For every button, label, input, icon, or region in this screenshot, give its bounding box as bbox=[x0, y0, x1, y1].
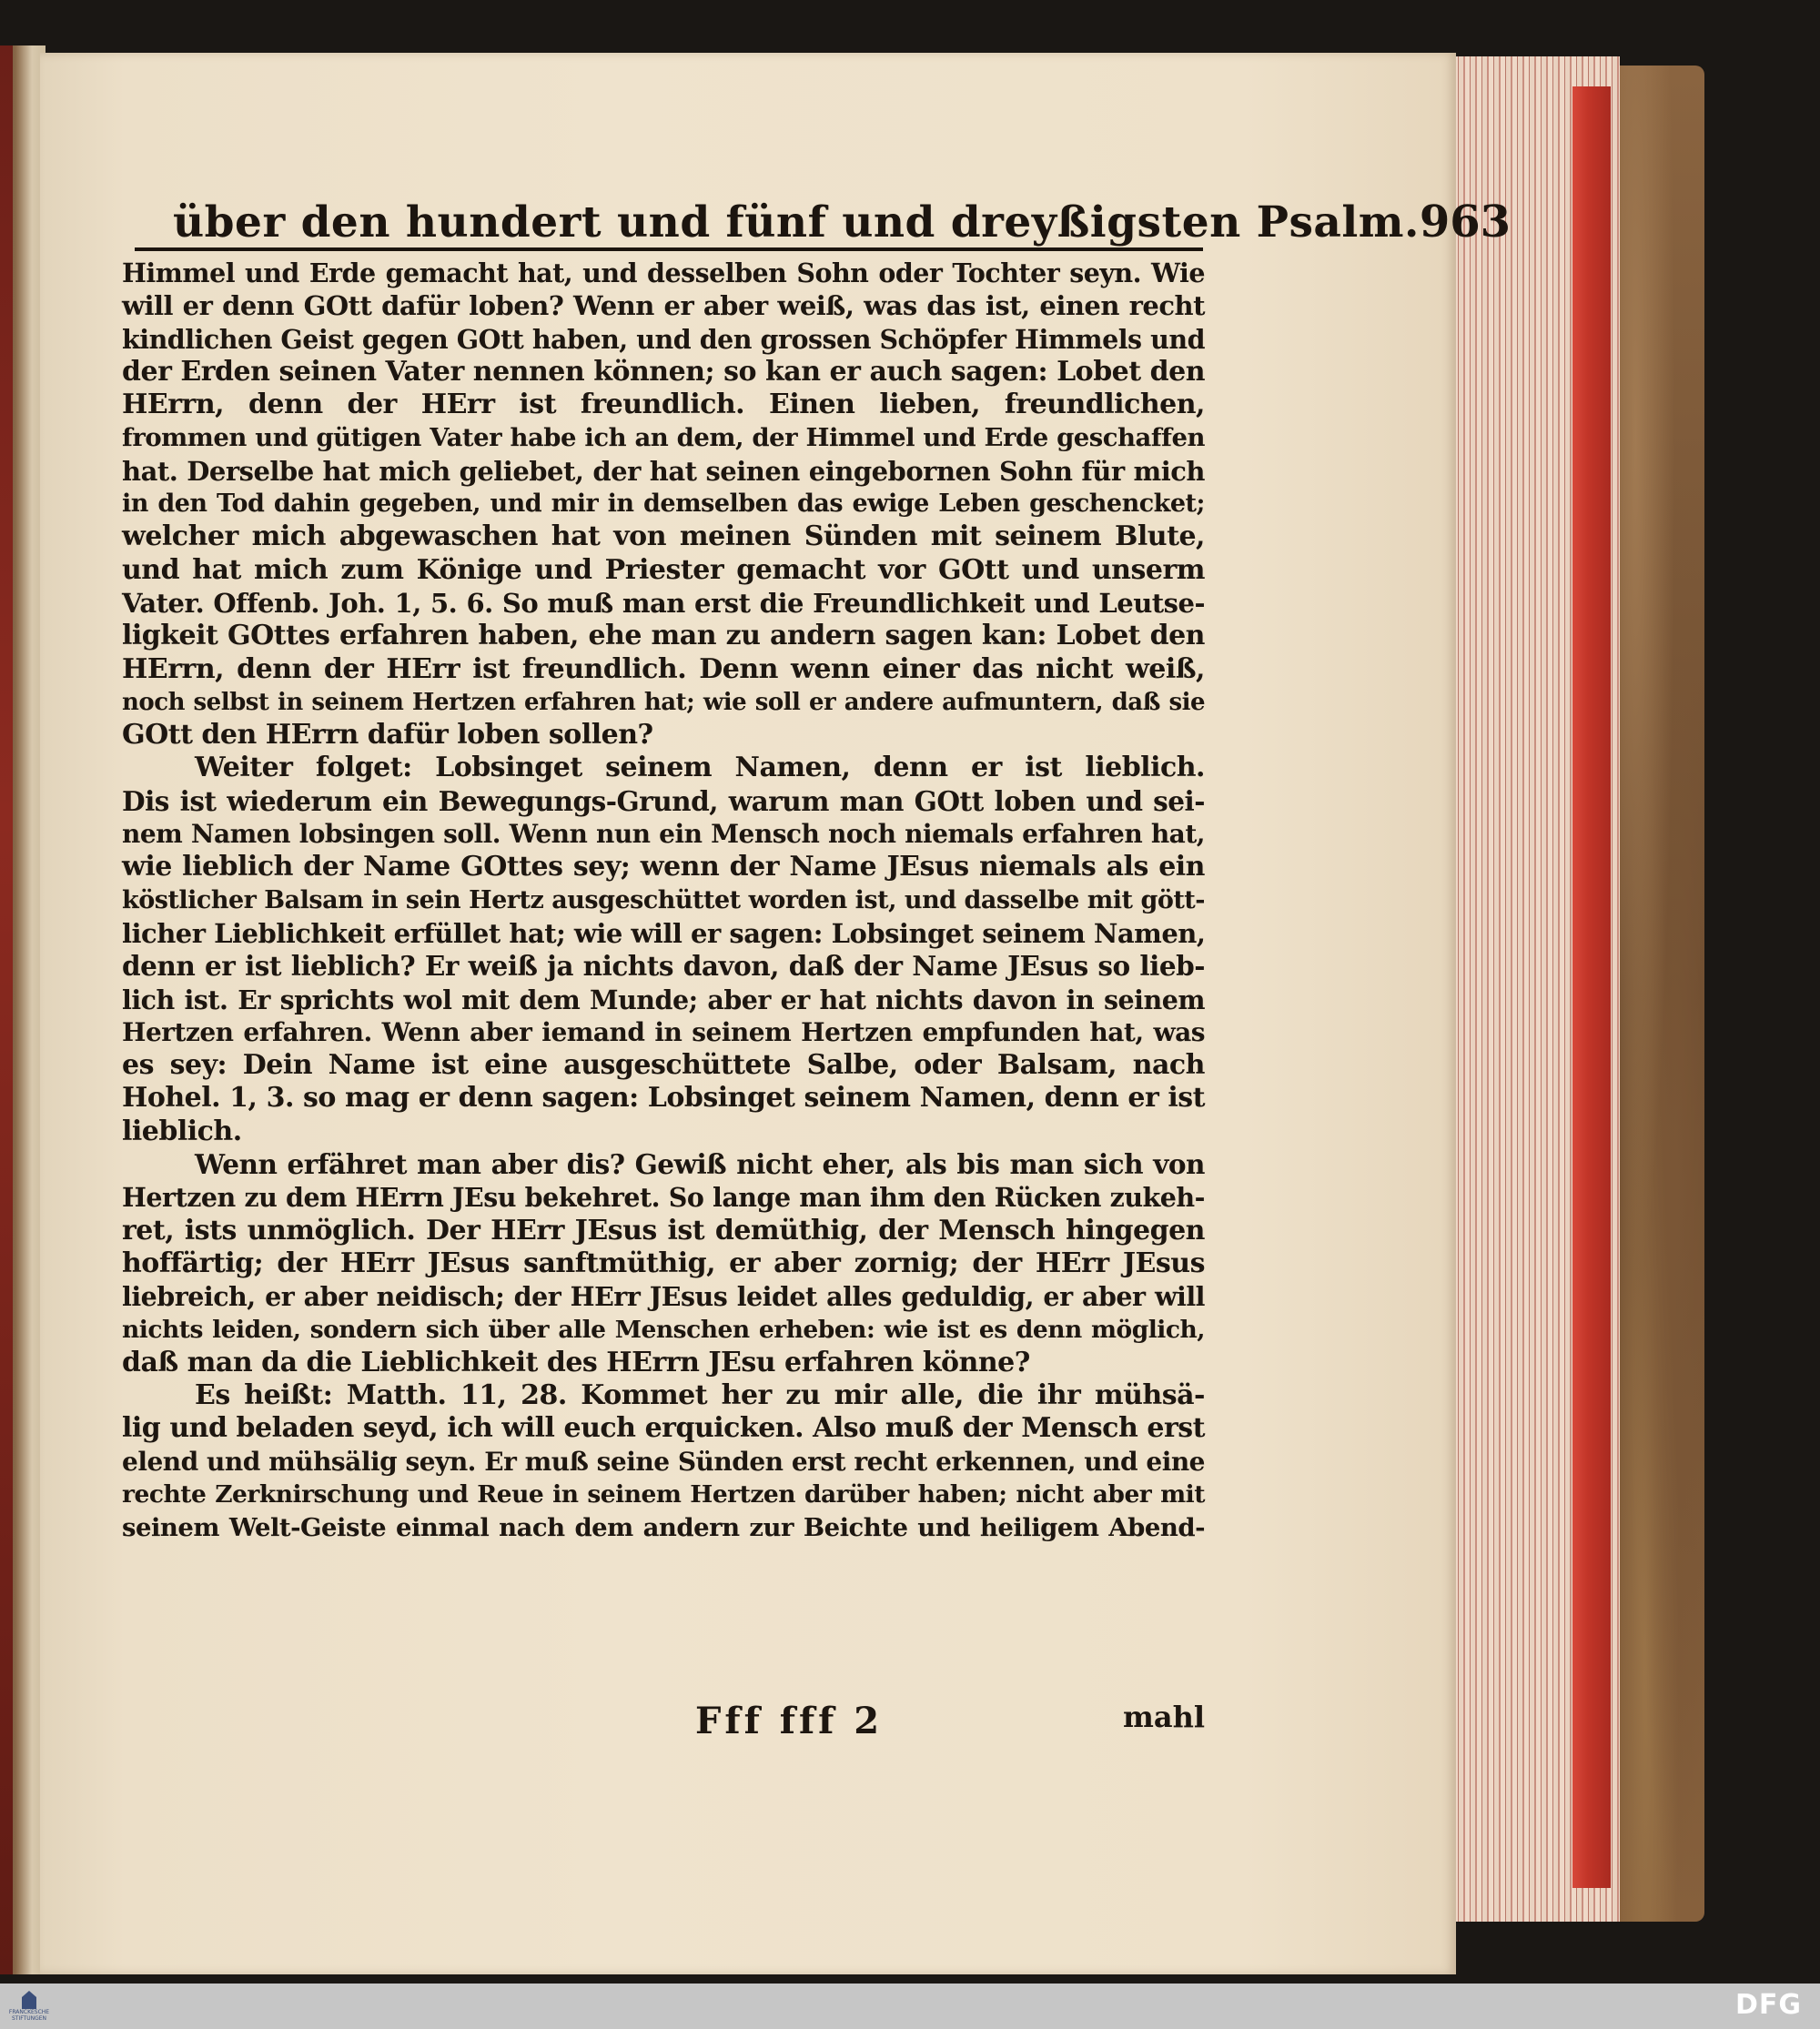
page-number: 963 bbox=[1419, 197, 1512, 247]
catchword: mahl bbox=[1122, 1700, 1205, 1734]
building-icon bbox=[22, 1991, 36, 2009]
red-fore-edge bbox=[1572, 86, 1611, 1888]
text-line: licher Lieblichkeit erfüllet hat; wie will er sagen: Lobsinget seinem Namen, bbox=[122, 917, 1206, 949]
text-line: frommen und gütigen Vater habe ich an dem, der Himmel und Erde geschaffen bbox=[122, 423, 1205, 453]
text-line: HErrn, denn der HErr ist freundlich. Denn wenn einer das nicht weiß, bbox=[122, 652, 1205, 685]
text-line: Himmel und Erde gemacht hat, und desselben Sohn oder Tochter seyn. Wie bbox=[122, 257, 1205, 288]
running-head: über den hundert und fünf und dreyßigsten Psalm. bbox=[173, 197, 1420, 247]
right-cover bbox=[1606, 66, 1704, 1922]
institution-logo-text: FRANCKESCHE STIFTUNGEN bbox=[8, 2009, 50, 2022]
text-line: wie lieblich der Name GOttes sey; wenn der Name JEsus niemals als ein bbox=[122, 851, 1205, 883]
text-line: Dis ist wiederum ein Bewegungs-Grund, warum man GOtt loben und sei- bbox=[122, 784, 1205, 817]
text-line: daß man da die Lieblichkeit des HErrn JEsu erfahren könne? bbox=[122, 1346, 1030, 1378]
text-line: noch selbst in seinem Hertzen erfahren hat; wie soll er andere aufmuntern, daß sie bbox=[122, 688, 1205, 716]
page-header bbox=[173, 175, 1512, 247]
text-line: der Erden seinen Vater nennen können; so kan er auch sagen: Lobet den bbox=[122, 355, 1205, 388]
text-line: denn er ist lieblich? Er weiß ja nichts davon, daß der Name JEsus so lieb- bbox=[122, 950, 1205, 983]
text-line: rechte Zerknirschung und Reue in seinem Hertzen darüber haben; nicht aber mit bbox=[122, 1479, 1205, 1509]
text-line: HErrn, denn der HErr ist freundlich. Einen lieben, freundlichen, bbox=[122, 389, 1205, 421]
text-line: welcher mich abgewaschen hat von meinen Sünden mit seinem Blute, bbox=[122, 520, 1205, 553]
text-line: lig und beladen seyd, ich will euch erquicken. Also muß der Mensch erst bbox=[122, 1412, 1205, 1445]
viewer-footer-bar bbox=[0, 1984, 1820, 2029]
text-line: Hohel. 1, 3. so mag er denn sagen: Lobsinget seinem Namen, denn er ist bbox=[122, 1082, 1205, 1115]
text-line: elend und mühsälig seyn. Er muß seine Sünden erst recht erkennen, und eine bbox=[122, 1446, 1205, 1477]
text-line: hoffärtig; der HErr JEsus sanftmüthig, er aber zornig; der HErr JEsus bbox=[122, 1247, 1205, 1279]
text-line: Wenn erfähret man aber dis? Gewiß nicht eher, als bis man sich von bbox=[195, 1148, 1205, 1181]
text-line: Hertzen zu dem HErrn JEsu bekehret. So lange man ihm den Rücken zukeh- bbox=[122, 1182, 1205, 1214]
text-line: kindlichen Geist gegen GOtt haben, und den grossen Schöpfer Himmels und bbox=[122, 323, 1205, 355]
text-line: hat. Derselbe hat mich geliebet, der hat seinen eingebornen Sohn für mich bbox=[122, 455, 1205, 487]
text-line: nem Namen lobsingen soll. Wenn nun ein Mensch noch niemals erfahren hat, bbox=[122, 819, 1205, 850]
text-line: Weiter folget: Lobsinget seinem Namen, denn er ist lieblich. bbox=[195, 752, 1205, 784]
institution-logo bbox=[7, 1987, 51, 2025]
left-cover-edge bbox=[0, 45, 13, 1974]
text-line: nichts leiden, sondern sich über alle Menschen erheben: wie ist es denn möglich, bbox=[122, 1315, 1205, 1344]
header-rule bbox=[135, 247, 1203, 251]
text-line: GOtt den HErrn dafür loben sollen? bbox=[122, 719, 653, 752]
text-line: will er denn GOtt dafür loben? Wenn er aber weiß, was das ist, einen recht bbox=[122, 290, 1205, 322]
text-line: es sey: Dein Name ist eine ausgeschüttete Salbe, oder Balsam, nach bbox=[122, 1049, 1205, 1082]
text-line: in den Tod dahin gegeben, und mir in demselben das ewige Leben geschencket; bbox=[122, 490, 1205, 519]
text-line: und hat mich zum Könige und Priester gemacht vor GOtt und unserm bbox=[122, 553, 1205, 586]
text-line: lieblich. bbox=[122, 1115, 242, 1147]
signature-mark: Fff fff 2 bbox=[695, 1700, 884, 1742]
text-line: liebreich, er aber neidisch; der HErr JEsus leidet alles geduldig, er aber will bbox=[122, 1281, 1205, 1313]
body-text bbox=[122, 257, 1205, 1545]
dfg-logo: DFG bbox=[1734, 1989, 1802, 2021]
text-line: Hertzen erfahren. Wenn aber iemand in seinem Hertzen empfunden hat, was bbox=[122, 1016, 1205, 1047]
text-line: ret, ists unmöglich. Der HErr JEsus ist demüthig, der Mensch hingegen bbox=[122, 1214, 1205, 1247]
text-line: köstlicher Balsam in sein Hertz ausgeschüttet worden ist, und dasselbe mit gött- bbox=[122, 885, 1205, 914]
page-footer bbox=[122, 1700, 1205, 1745]
text-line: lich ist. Er sprichts wol mit dem Munde; aber er hat nichts davon in seinem bbox=[122, 984, 1205, 1015]
text-line: ligkeit GOttes erfahren haben, ehe man zu andern sagen kan: Lobet den bbox=[122, 620, 1205, 652]
text-line: Es heißt: Matth. 11, 28. Kommet her zu mir alle, die ihr mühsä- bbox=[195, 1379, 1205, 1412]
text-line: Vater. Offenb. Joh. 1, 5. 6. So muß man erst die Freundlichkeit und Leutse- bbox=[122, 587, 1205, 619]
text-line: seinem Welt-Geiste einmal nach dem andern zur Beichte und heiligem Abend- bbox=[122, 1513, 1205, 1543]
